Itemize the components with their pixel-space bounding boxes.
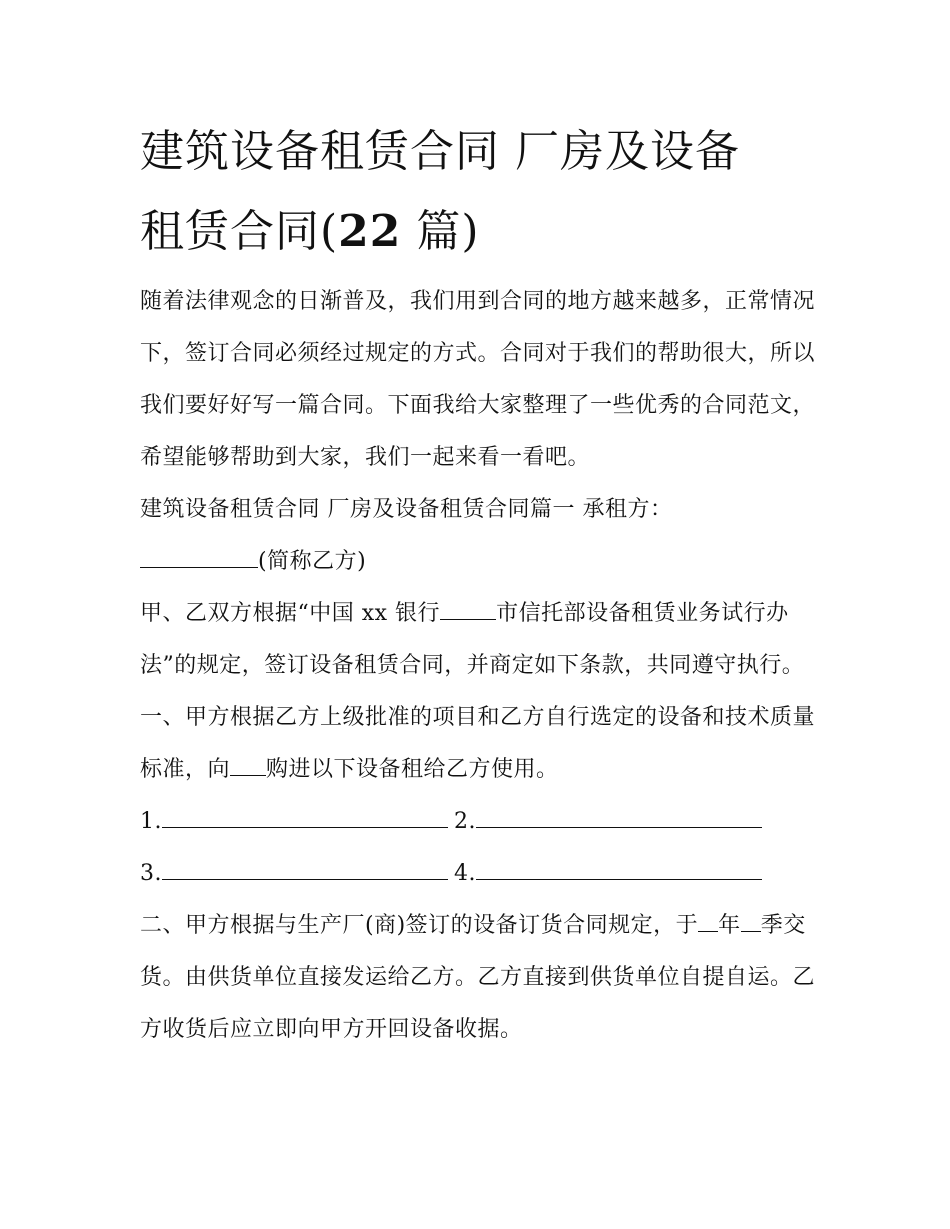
equipment-row-1: [140, 796, 820, 848]
item-blank: [476, 804, 762, 828]
year-blank: [698, 907, 718, 932]
clause-2-text-a: 二、甲方根据与生产厂(商)签订的设备订货合同规定，于: [140, 913, 699, 938]
item-number: 3.: [140, 861, 162, 886]
clause-2-text-c: 季交货。由供货单位直接发运给乙方。乙方直接到供货单位自提自运。乙方收货后应立即向甲方开回设备收据。: [140, 913, 816, 1042]
title-line-2: 租赁合同(: [140, 206, 339, 257]
lessee-blank: [140, 543, 258, 568]
clause-1-text-b: 购进以下设备租给乙方使用。: [266, 757, 559, 782]
equipment-row-2: [140, 848, 820, 900]
bank-city-blank: [440, 595, 496, 620]
equipment-item: [454, 848, 768, 900]
document-body: [140, 276, 820, 1056]
basis-paragraph: [140, 588, 820, 692]
equipment-item: [140, 848, 454, 900]
clause-2: [140, 900, 820, 1056]
section-heading: 建筑设备租赁合同 厂房及设备租赁合同篇一 承租方：: [140, 497, 673, 522]
clause-2-text-b: 年: [718, 913, 741, 938]
title-count: 22: [338, 206, 402, 257]
title-line-1: 建筑设备租赁合同 厂房及设备: [140, 126, 740, 177]
item-blank: [162, 804, 448, 828]
equipment-item: [140, 796, 454, 848]
item-blank: [476, 856, 762, 880]
item-number: 2.: [454, 809, 476, 834]
equipment-item: [454, 796, 768, 848]
clause-1-text-a: 一、甲方根据乙方上级批准的项目和乙方自行选定的设备和技术质量标准，向: [140, 705, 816, 782]
quarter-blank: [741, 907, 761, 932]
item-number: 4.: [454, 861, 476, 886]
supplier-blank: [230, 751, 266, 776]
lessee-line: [140, 536, 820, 588]
item-number: 1.: [140, 809, 162, 834]
title-line-2-tail: 篇): [401, 206, 480, 257]
document-title: [140, 112, 830, 272]
basis-text-b: 市信托部设备租赁业务试行办法”的规定，签订设备租赁合同，并商定如下条款，共同遵守执行。: [140, 601, 805, 678]
item-blank: [162, 856, 448, 880]
lessee-suffix: (简称乙方): [258, 549, 367, 574]
basis-text-a: 甲、乙双方根据“中国 xx 银行: [140, 601, 441, 626]
intro-paragraph: 随着法律观念的日渐普及，我们用到合同的地方越来越多，正常情况下，签订合同必须经过规定的方式。合同对于我们的帮助很大，所以我们要好好写一篇合同。下面我给大家整理了一些优秀的合同范文，希望能够帮助到大家，我们一起来看一看吧。: [140, 289, 816, 470]
clause-1: [140, 692, 820, 796]
